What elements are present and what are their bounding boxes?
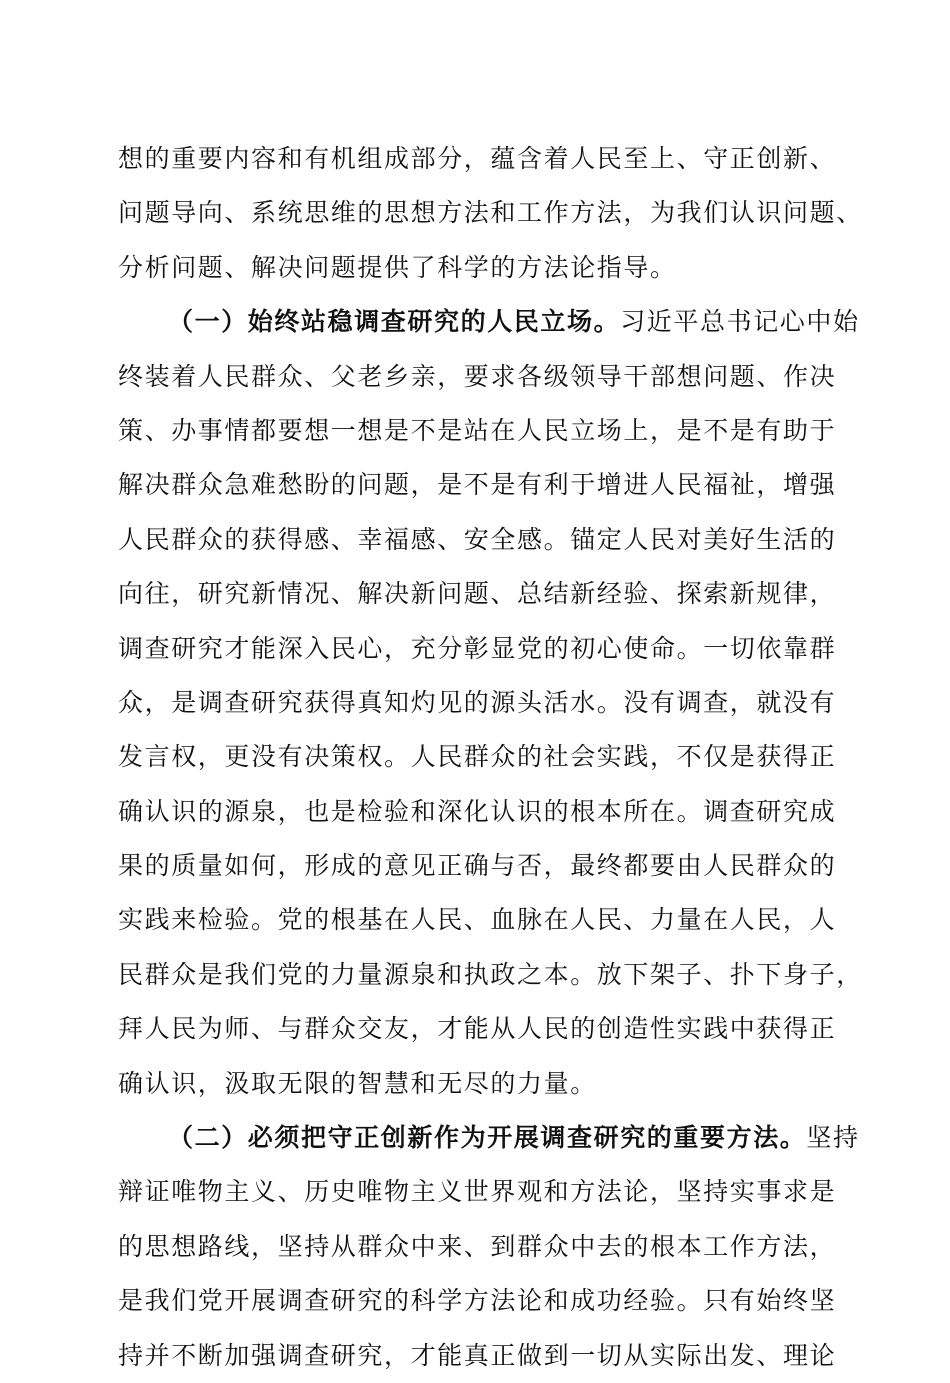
text-line: 解决群众急难愁盼的问题，是不是有利于增进人民福祉，增强 (118, 470, 837, 500)
text-line: 果的质量如何，形成的意见正确与否，最终都要由人民群众的 (118, 851, 837, 881)
text-line: 想的重要内容和有机组成部分，蕴含着人民至上、守正创新、 (118, 144, 837, 173)
document-body (118, 132, 863, 1383)
text-line: 实践来检验。党的根基在人民、血脉在人民、力量在人民，人 (118, 905, 837, 935)
section-heading-2: （二）必须把守正创新作为开展调查研究的重要方法。 (168, 1123, 807, 1153)
text-line: 持并不断加强调查研究，才能真正做到一切从实际出发、理论 (118, 1340, 837, 1370)
text-line: 民群众是我们党的力量源泉和执政之本。放下架子、扑下身子， (118, 959, 863, 989)
text-line: 调查研究才能深入民心，充分彰显党的初心使命。一切依靠群 (118, 633, 837, 663)
text-line: 人民群众的获得感、幸福感、安全感。锚定人民对美好生活的 (118, 524, 837, 554)
text-fragment: 坚持 (806, 1123, 860, 1153)
text-line: 向往，研究新情况、解决新问题、总结新经验、探索新规律， (118, 579, 837, 609)
text-fragment: 习近平总书记心中始 (620, 307, 860, 337)
section-heading-1: （一）始终站稳调查研究的人民立场。 (168, 307, 621, 337)
text-line: 策、办事情都要想一想是不是站在人民立场上，是不是有助于 (118, 415, 837, 445)
text-line: 确认识的源泉，也是检验和深化认识的根本所在。调查研究成 (118, 796, 837, 826)
text-line: 是我们党开展调查研究的科学方法论和成功经验。只有始终坚 (118, 1286, 837, 1316)
text-line: 终装着人民群众、父老乡亲，要求各级领导干部想问题、作决 (118, 361, 837, 391)
text-line: 分析问题、解决问题提供了科学的方法论指导。 (118, 252, 677, 282)
text-line: 问题导向、系统思维的思想方法和工作方法，为我们认识问题、 (118, 198, 863, 228)
section-heading-line (118, 295, 860, 349)
text-line: 确认识，汲取无限的智慧和无尽的力量。 (118, 1068, 597, 1098)
text-line: 拜人民为师、与群众交友，才能从人民的创造性实践中获得正 (118, 1014, 837, 1044)
section-heading-line (118, 1111, 860, 1165)
text-line: 众，是调查研究获得真知灼见的源头活水。没有调查，就没有 (118, 687, 837, 717)
text-line: 辩证唯物主义、历史唯物主义世界观和方法论，坚持实事求是 (118, 1177, 837, 1207)
text-line: 的思想路线，坚持从群众中来、到群众中去的根本工作方法， (118, 1231, 837, 1261)
text-line: 发言权，更没有决策权。人民群众的社会实践，不仅是获得正 (118, 742, 837, 772)
